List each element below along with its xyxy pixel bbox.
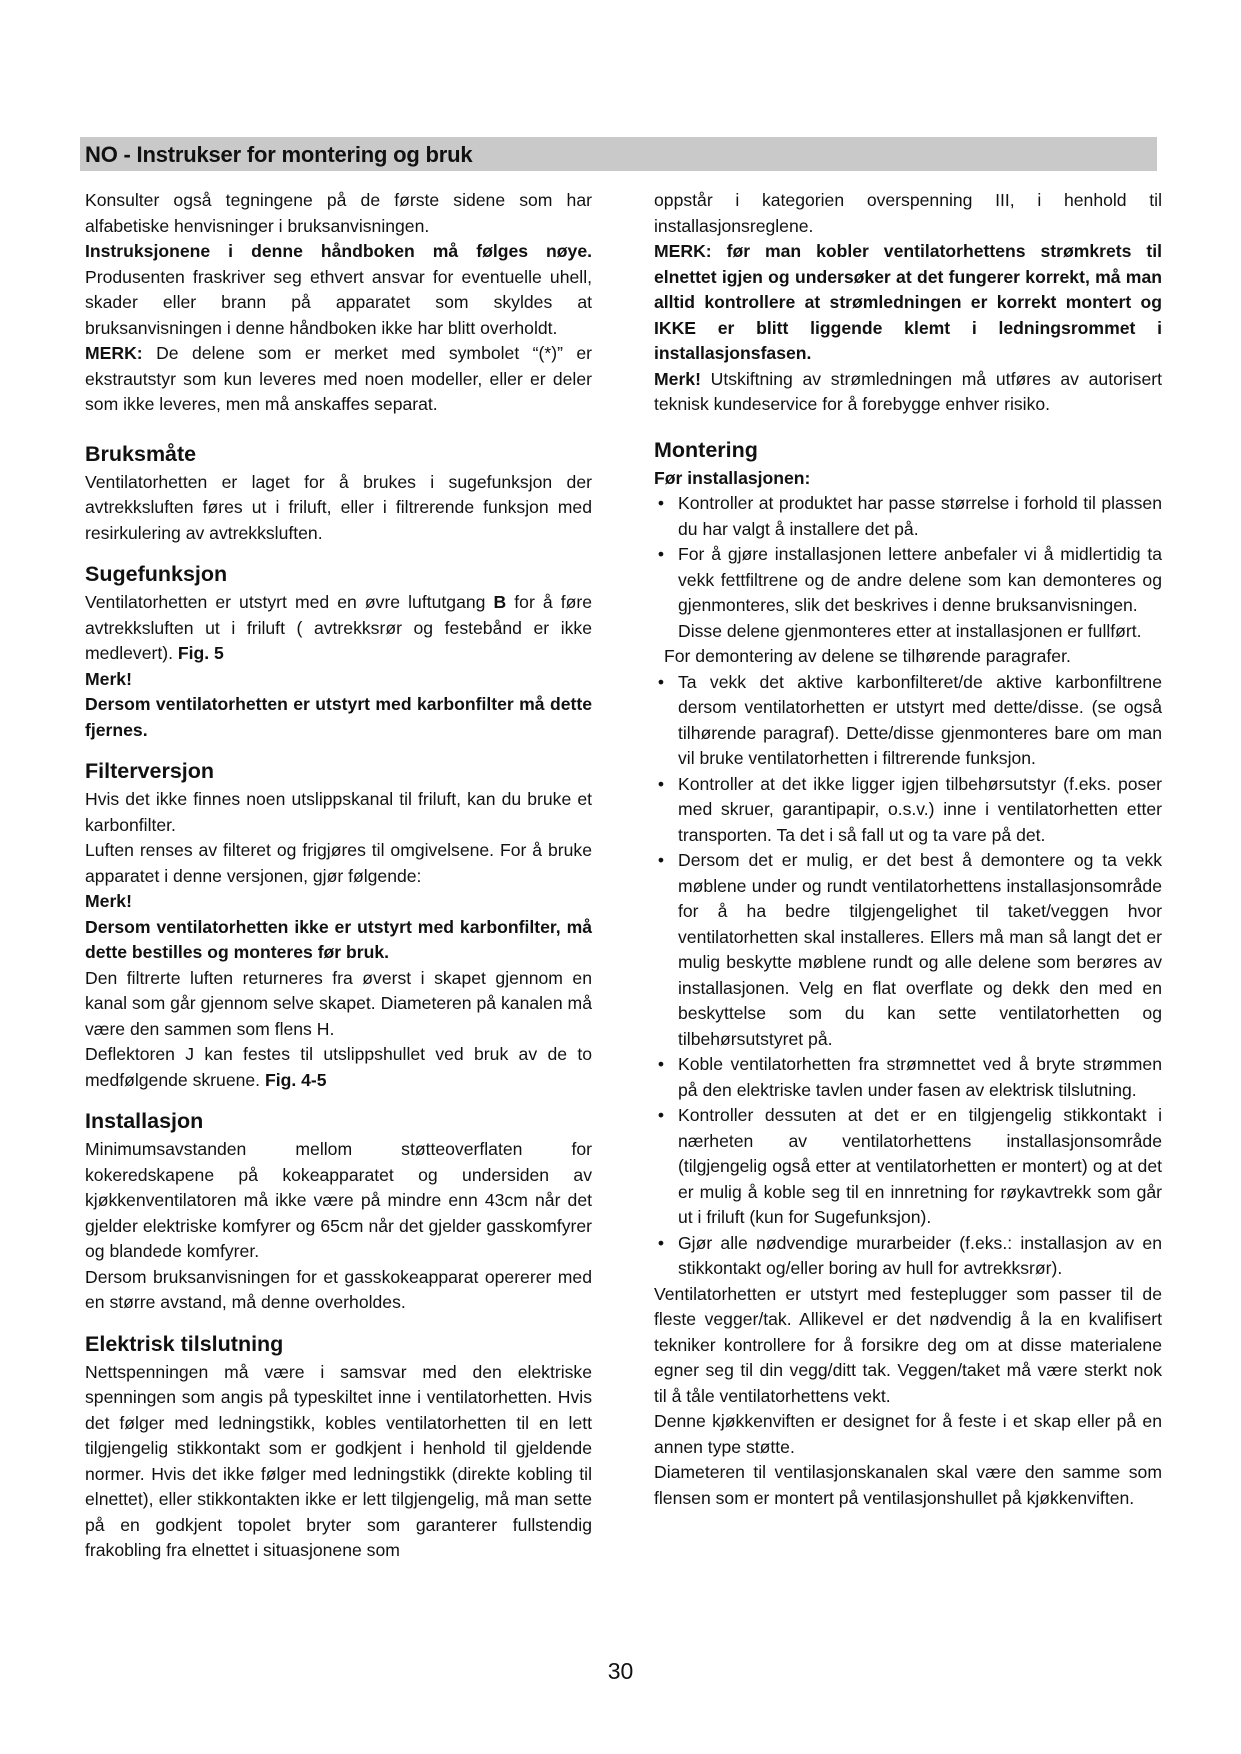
right-column — [654, 188, 1162, 1511]
list-item — [654, 772, 1162, 849]
heading-sugefunksjon: Sugefunksjon — [85, 562, 228, 586]
checklist — [654, 491, 1162, 619]
demontering-note: For demontering av delene se tilhørende paragrafer. — [664, 646, 1071, 666]
list-item-text: Kontroller at det ikke ligger igjen tilbehørsutstyr (f.eks. poser med skruer, garantipapir, o.s.v.) inne i ventilatorhetten etter transporten. Ta det i så fall ut og ta vare på det. — [678, 773, 1162, 845]
checklist — [654, 670, 1162, 1282]
filterversjon-p2: Luften renses av filteret og frigjøres til omgivelsene. For å bruke apparatet i denne versjonen, gjør følgende: — [85, 840, 592, 886]
heading-installasjon: Installasjon — [85, 1109, 204, 1133]
outlet-label: B — [493, 592, 507, 612]
list-item-text: Ta vekk det aktive karbonfilteret/de aktive karbonfiltrene dersom ventilatorhetten er utstyrt med dette/disse. (se også tilhørende paragraf). Dette/disse gjenmonteres bare om man vil bruke ventilatorhetten i filtrerende funksjon. — [678, 671, 1162, 768]
heading-bruksmate: Bruksmåte — [85, 441, 197, 466]
note-label: MERK: — [85, 343, 143, 363]
filterversjon-p1: Hvis det ikke finnes noen utslippskanal til friluft, kan du bruke et karbonfilter. — [85, 789, 592, 835]
bullet-icon: • — [657, 493, 665, 513]
list-item-text: Kontroller at produktet har passe størrelse i forhold til plassen du har valgt å installere det på. — [678, 493, 1162, 539]
merk-warning: MERK: før man kobler ventilatorhettens strømkrets til elnettet igjen og undersøker at det fungerer korrekt, må man alltid kontrollere at strømledningen er korrekt montert og IKKE er blitt liggende klemt i ledningsrommet i installasjonsfasen. — [654, 241, 1162, 363]
list-item — [654, 670, 1162, 772]
installasjon-p1: Minimumsavstanden mellom støtteoverflaten for kokeredskapene på kokeapparatet og undersiden av kjøkkenventilatoren må ikke være på mindre enn 43cm når det gjelder elektriske komfyrer og 65cm når det gjelder gasskomfyrer og blandede komfyrer. — [85, 1139, 592, 1261]
bullet-icon: • — [657, 850, 665, 870]
list-item-text: For å gjøre installasjonen lettere anbefaler vi å midlertidig ta vekk fettfiltrene og de andre delene som kan demonteres og gjenmonteres, slik det beskrives i denne bruksanvisningen. — [678, 544, 1162, 615]
bullet-icon: • — [657, 1232, 665, 1253]
filterversjon-p4 — [85, 1042, 592, 1093]
intro-paragraph: Konsulter også tegningene på de første sidene som har alfabetiske henvisninger i bruksanvisningen. — [85, 190, 592, 236]
list-item-text: Dersom det er mulig, er det best å demontere og ta vekk møblene under og rundt ventilatorhettens installasjonsområde for å ha bedre tilgjengelighet til taket/veggen hvor ventilatorhetten skal installeres. Ellers må man så langt det er mulig beskytte møblene rundt og alle delene som berøres av installasjonen. Velg en flat overflate og dekk den med en beskyttelse som du kan sette ventilatorhetten og tilbehørsutstyret på. — [678, 850, 1162, 1049]
page-title: NO - Instrukser for montering og bruk — [85, 142, 473, 167]
filterversjon-warning: Dersom ventilatorhetten ikke er utstyrt med karbonfilter, må dette bestilles og monteres før bruk. — [85, 916, 592, 962]
subheading-installasjon: Før installasjonen: — [654, 467, 811, 488]
bullet-note: Disse delene gjenmonteres etter at installasjonen er fullført. — [678, 620, 1142, 641]
bullet-icon: • — [657, 773, 665, 794]
intro-instructions — [85, 239, 592, 341]
list-item — [654, 491, 1162, 542]
sugefunksjon-text-a: Ventilatorhetten er utstyrt med en øvre luftutgang — [85, 592, 494, 612]
heading-filterversjon: Filterversjon — [85, 759, 215, 783]
list-item — [654, 848, 1162, 1052]
sugefunksjon-merk: Merk! — [85, 668, 132, 689]
merk-note — [654, 367, 1162, 418]
page-number: 30 — [607, 1658, 634, 1684]
continued-text: oppstår i kategorien overspenning III, i henhold til installasjonsreglene. — [654, 190, 1162, 236]
bullet-icon: • — [657, 1105, 665, 1125]
sugefunksjon-text — [85, 590, 592, 667]
heading-montering: Montering — [654, 437, 758, 462]
bullet-icon: • — [657, 1054, 665, 1074]
instructions-emphasis: Instruksjonene i denne håndboken må følges nøye. — [85, 241, 592, 261]
bruksmate-text: Ventilatorhetten er laget for å brukes i sugefunksjon der avtrekksluften føres ut i friluft, eller i filtrerende funksjon med resirkulering av avtrekksluften. — [85, 471, 592, 543]
merk-label: Merk! — [654, 368, 701, 389]
left-column — [85, 188, 592, 1564]
bullet-icon: • — [657, 671, 665, 692]
montering-p3: Diameteren til ventilasjonskanalen skal være den samme som flensen som er montert på ventilasjonshullet på kjøkkenviften. — [654, 1462, 1162, 1508]
montering-p2: Denne kjøkkenviften er designet for å feste i et skap eller på en annen type støtte. — [654, 1411, 1162, 1457]
list-item-text: Koble ventilatorhetten fra strømnettet ved å bryte strømmen på den elektriske tavlen under fasen av elektrisk tilslutning. — [678, 1054, 1162, 1100]
figure-ref: Fig. 4-5 — [264, 1069, 327, 1090]
installasjon-p2: Dersom bruksanvisningen for et gasskokeapparat opererer med en større avstand, må denne overholdes. — [85, 1266, 592, 1312]
filterversjon-p4-text: Deflektoren J kan festes til utslippshullet ved bruk av de to medfølgende skruene. — [85, 1044, 592, 1090]
list-item — [654, 1103, 1162, 1231]
disclaimer-text: Produsenten fraskriver seg ethvert ansvar for eventuelle uhell, skader eller brann på apparatet som skyldes at bruksanvisningen i denne håndboken ikke har blitt overholdt. — [85, 266, 592, 338]
note-text: De delene som er merket med symbolet “(*)” er ekstrautstyr som kun leveres med noen modeller, eller er deler som ikke leveres, men må anskaffes separat. — [85, 343, 592, 414]
list-item — [654, 1052, 1162, 1103]
filterversjon-p3: Den filtrerte luften returneres fra øverst i skapet gjennom en kanal som går gjennom selve skapet. Diameteren på kanalen må være den sammen som flens H. — [85, 967, 592, 1039]
elektrisk-text: Nettspenningen må være i samsvar med den elektriske spenningen som angis på typeskiltet inne i ventilatorhetten. Hvis det følger med ledningstikk, kobles ventilatorhetten til en lett tilgjengelig stikkontakt som er godkjent i henhold til gjeldende normer. Hvis det ikke følger med ledningstikk (direkte kobling til elnettet), eller stikkontakten ikke er lett tilgjengelig, må man sette på en godkjent topolet bryter som garanterer fullstendig frakobling fra elnettet i situasjonene som — [85, 1361, 592, 1560]
list-item — [654, 1231, 1162, 1282]
montering-p1: Ventilatorhetten er utstyrt med festeplugger som passer til de fleste vegger/tak. Allikevel er det nødvendig å la en kvalifisert tekniker kontrollere for å forsikre deg om at disse materialene egner seg til din vegg/ditt tak. Veggen/taket må være sterkt nok til å tåle ventilatorhettens vekt. — [654, 1283, 1162, 1406]
intro-note — [85, 341, 592, 418]
filterversjon-merk: Merk! — [85, 891, 132, 911]
list-item-text: Kontroller dessuten at det er en tilgjengelig stikkontakt i nærheten av ventilatorhettens installasjonsområde (tilgjengelig også etter at ventilatorhetten er montert) og at det er mulig å koble seg til en innretning for røykavtrekk som går ut i friluft (kun for Sugefunksjon). — [678, 1105, 1162, 1227]
merk-note-text: Utskiftning av strømledningen må utføres av autorisert teknisk kundeservice for å forebygge enhver risiko. — [654, 368, 1162, 414]
heading-elektrisk: Elektrisk tilslutning — [85, 1331, 284, 1356]
bullet-icon: • — [657, 544, 665, 564]
section-header-bar — [80, 137, 1157, 171]
list-item-text: Gjør alle nødvendige murarbeider (f.eks.: installasjon av en stikkontakt og/eller boring av hull for avtrekksrør). — [678, 1232, 1162, 1278]
sugefunksjon-text-c: for å føre avtrekksluften ut i friluft ( avtrekksrør og festebånd er ikke medlevert). — [85, 592, 592, 663]
figure-ref: Fig. 5 — [177, 643, 224, 663]
sugefunksjon-warning: Dersom ventilatorhetten er utstyrt med karbonfilter må dette fjernes. — [85, 694, 592, 740]
list-item — [654, 542, 1162, 619]
